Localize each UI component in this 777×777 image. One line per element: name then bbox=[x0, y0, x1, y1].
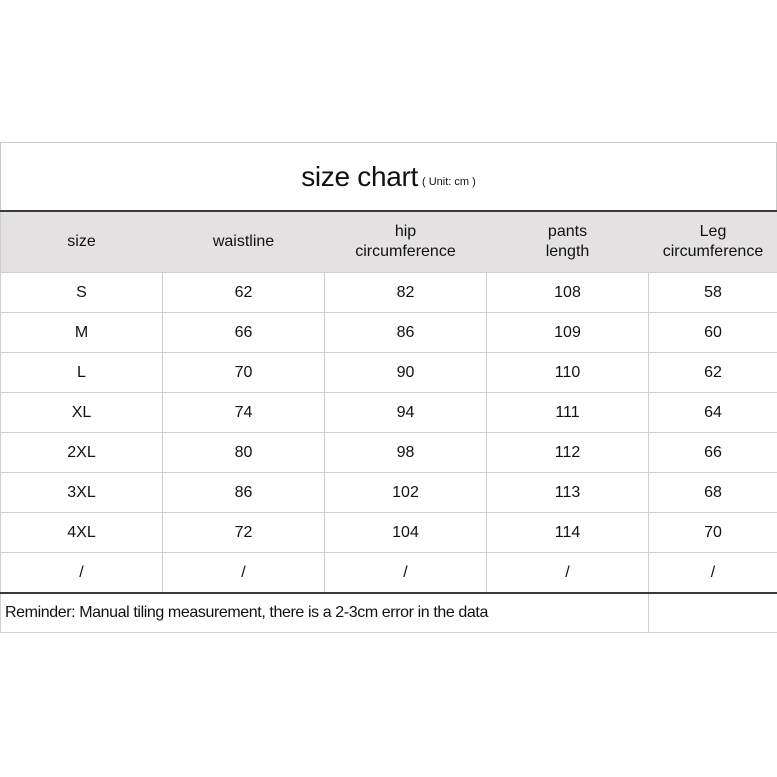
cell-pants-length: 113 bbox=[487, 473, 649, 513]
cell-pants-length: / bbox=[487, 553, 649, 594]
cell-leg: / bbox=[649, 553, 777, 594]
cell-waistline: 66 bbox=[163, 313, 325, 353]
table-row bbox=[1, 433, 777, 473]
cell-pants-length: 110 bbox=[487, 353, 649, 393]
chart-title: size chart bbox=[301, 161, 419, 192]
cell-hip: 102 bbox=[325, 473, 487, 513]
table-row bbox=[1, 353, 777, 393]
cell-hip: 104 bbox=[325, 513, 487, 553]
cell-pants-length: 114 bbox=[487, 513, 649, 553]
header-size: size bbox=[1, 212, 163, 273]
table-header-row bbox=[1, 212, 777, 273]
cell-hip: / bbox=[325, 553, 487, 594]
cell-leg: 68 bbox=[649, 473, 777, 513]
size-table bbox=[0, 212, 777, 633]
cell-hip: 94 bbox=[325, 393, 487, 433]
table-row bbox=[1, 393, 777, 433]
header-hip-circumference: hip circumference bbox=[325, 212, 487, 273]
cell-size: 2XL bbox=[1, 433, 163, 473]
cell-size: M bbox=[1, 313, 163, 353]
cell-pants-length: 112 bbox=[487, 433, 649, 473]
chart-unit-note: ( Unit: cm ) bbox=[422, 176, 476, 188]
cell-leg: 60 bbox=[649, 313, 777, 353]
header-leg-circumference: Leg circumference bbox=[649, 212, 777, 273]
cell-pants-length: 108 bbox=[487, 273, 649, 313]
header-waistline: waistline bbox=[163, 212, 325, 273]
cell-waistline: 72 bbox=[163, 513, 325, 553]
cell-size: S bbox=[1, 273, 163, 313]
cell-leg: 62 bbox=[649, 353, 777, 393]
cell-hip: 82 bbox=[325, 273, 487, 313]
cell-hip: 98 bbox=[325, 433, 487, 473]
cell-hip: 86 bbox=[325, 313, 487, 353]
reminder-empty-cell bbox=[649, 593, 777, 633]
cell-size: L bbox=[1, 353, 163, 393]
cell-size: 3XL bbox=[1, 473, 163, 513]
reminder-row bbox=[1, 593, 777, 633]
chart-title-row bbox=[0, 142, 777, 211]
cell-leg: 66 bbox=[649, 433, 777, 473]
table-row bbox=[1, 553, 777, 594]
cell-leg: 70 bbox=[649, 513, 777, 553]
cell-size: 4XL bbox=[1, 513, 163, 553]
cell-hip: 90 bbox=[325, 353, 487, 393]
cell-leg: 64 bbox=[649, 393, 777, 433]
cell-leg: 58 bbox=[649, 273, 777, 313]
cell-size: / bbox=[1, 553, 163, 594]
table-row bbox=[1, 313, 777, 353]
cell-waistline: 86 bbox=[163, 473, 325, 513]
table-row bbox=[1, 513, 777, 553]
reminder-note: Reminder: Manual tiling measurement, there is a 2-3cm error in the data bbox=[1, 593, 649, 633]
size-chart bbox=[0, 142, 777, 633]
table-row bbox=[1, 473, 777, 513]
cell-size: XL bbox=[1, 393, 163, 433]
table-row bbox=[1, 273, 777, 313]
cell-waistline: 62 bbox=[163, 273, 325, 313]
cell-waistline: 80 bbox=[163, 433, 325, 473]
cell-pants-length: 111 bbox=[487, 393, 649, 433]
cell-waistline: 70 bbox=[163, 353, 325, 393]
header-pants-length: pants length bbox=[487, 212, 649, 273]
cell-pants-length: 109 bbox=[487, 313, 649, 353]
cell-waistline: / bbox=[163, 553, 325, 594]
cell-waistline: 74 bbox=[163, 393, 325, 433]
